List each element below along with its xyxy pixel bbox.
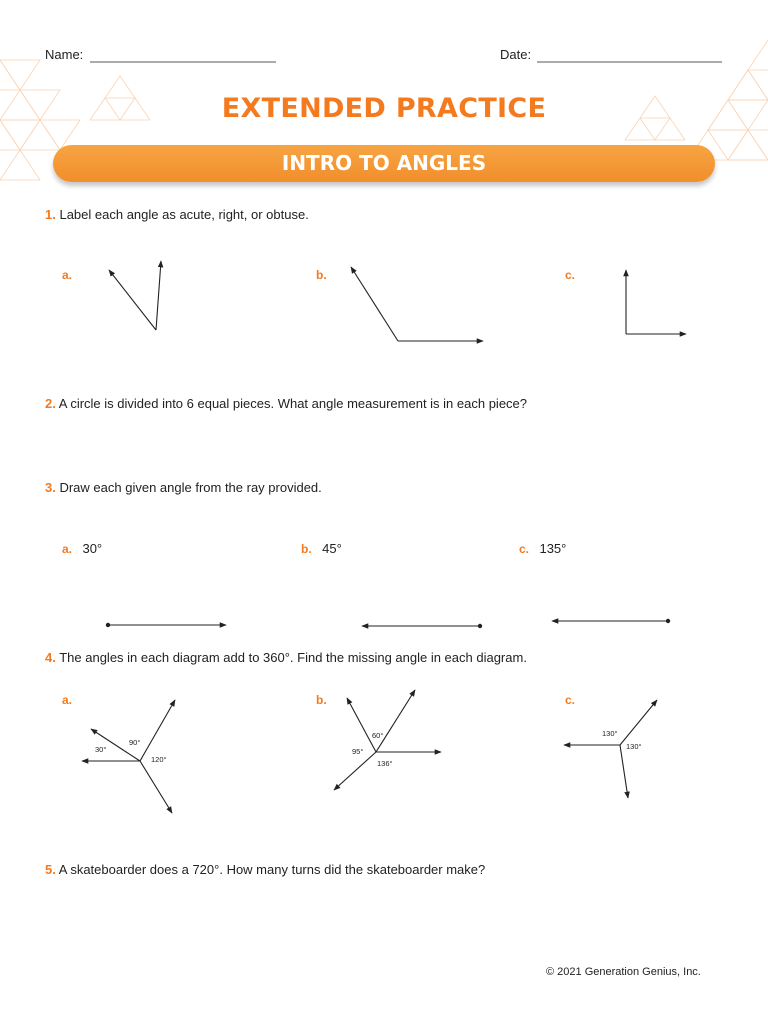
- q3-label-a: a.: [62, 542, 73, 556]
- q3-ray-b: [362, 624, 482, 628]
- question-4-number: 4.: [45, 650, 56, 665]
- q1-angle-c: [626, 270, 686, 334]
- question-5-number: 5.: [45, 862, 56, 877]
- question-3: [45, 480, 322, 495]
- q1-angle-b: [351, 267, 483, 341]
- question-1: [45, 207, 309, 222]
- question-2: [45, 396, 527, 411]
- q4b-angle-60: 60°: [372, 731, 384, 740]
- q1-angle-a: [109, 261, 161, 330]
- question-4: [45, 650, 527, 665]
- question-3-number: 3.: [45, 480, 56, 495]
- q4-label-c: c.: [565, 693, 576, 707]
- copyright-footer: © 2021 Generation Genius, Inc.: [546, 966, 701, 978]
- q4b-angle-95: 95°: [352, 747, 364, 756]
- question-2-number: 2.: [45, 396, 56, 411]
- q3-angle-a: 30°: [82, 541, 103, 556]
- question-4-text: The angles in each diagram add to 360°. Find the missing angle in each diagram.: [59, 650, 527, 665]
- subtitle-text: INTRO TO ANGLES: [281, 151, 487, 175]
- q3-ray-a: [106, 623, 226, 627]
- name-label: Name:: [45, 47, 84, 62]
- q4a-angle-30: 30°: [95, 745, 107, 754]
- q3-angle-b: 45°: [322, 541, 342, 556]
- q4b-angle-136: 136°: [377, 759, 393, 768]
- q1-label-c: c.: [565, 268, 576, 282]
- question-1-text: Label each angle as acute, right, or obtuse.: [59, 207, 309, 222]
- q1-label-a: a.: [62, 268, 73, 282]
- date-label: Date:: [500, 47, 532, 62]
- q4-diagram-c: [564, 700, 657, 798]
- q4-label-b: b.: [316, 693, 327, 707]
- q3-item-c: [519, 540, 566, 558]
- q3-item-b: [301, 540, 342, 558]
- q4-label-a: a.: [62, 693, 73, 707]
- question-1-number: 1.: [45, 207, 56, 222]
- question-2-text: A circle is divided into 6 equal pieces. What angle measurement is in each piece?: [58, 396, 528, 411]
- question-5-text: A skateboarder does a 720°. How many turns did the skateboarder make?: [58, 862, 486, 877]
- q4-diagram-b: [334, 690, 441, 790]
- page-title: EXTENDED PRACTICE: [221, 93, 547, 124]
- question-3-text: Draw each given angle from the ray provided.: [59, 480, 322, 495]
- q1-label-b: b.: [316, 268, 327, 282]
- q4c-angle-130-top: 130°: [602, 729, 618, 738]
- q4a-angle-90: 90°: [129, 738, 141, 747]
- q3-ray-c: [552, 619, 670, 623]
- question-5: [45, 862, 485, 877]
- q4a-angle-120: 120°: [151, 755, 167, 764]
- q3-item-a: [62, 540, 102, 558]
- q3-angle-c: 135°: [539, 541, 567, 556]
- q3-label-c: c.: [519, 542, 530, 556]
- q3-label-b: b.: [301, 542, 312, 556]
- q4c-angle-130-right: 130°: [626, 742, 642, 751]
